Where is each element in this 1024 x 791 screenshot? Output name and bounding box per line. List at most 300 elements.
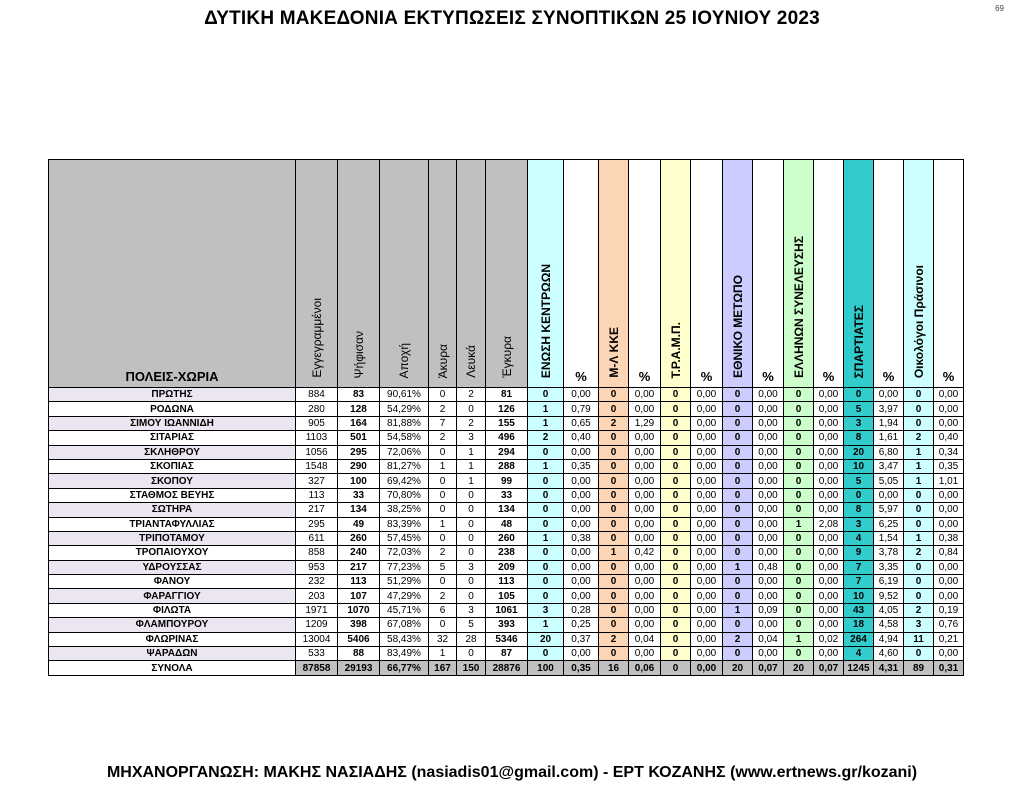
header-pct-1: % <box>564 160 599 388</box>
party-votes-cell: 2 <box>904 603 934 617</box>
party-votes-cell: 0 <box>784 618 814 632</box>
party-votes-cell: 0 <box>723 503 753 517</box>
party-pct-cell: 0,19 <box>934 603 964 617</box>
party-pct-cell: 0,04 <box>753 632 784 646</box>
party-pct-cell: 0,00 <box>629 503 661 517</box>
party-pct-cell: 1,29 <box>629 416 661 430</box>
party-pct-cell: 5,97 <box>874 503 904 517</box>
abstention-cell: 57,45% <box>380 531 429 545</box>
party-pct-cell: 0,00 <box>564 560 599 574</box>
party-pct-cell: 0,00 <box>753 402 784 416</box>
party-pct-cell: 0,00 <box>814 531 844 545</box>
party-votes-cell: 4 <box>844 647 874 661</box>
party-votes-cell: 3 <box>528 603 564 617</box>
party-pct-cell: 0,00 <box>629 459 661 473</box>
voted-cell: 134 <box>338 503 380 517</box>
party-votes-cell: 0 <box>661 560 691 574</box>
party-pct-cell: 0,00 <box>629 647 661 661</box>
table-row <box>49 474 964 488</box>
party-votes-cell: 1 <box>904 531 934 545</box>
abstention-cell: 51,29% <box>380 575 429 589</box>
party-votes-cell: 2 <box>904 431 934 445</box>
voted-cell: 88 <box>338 647 380 661</box>
registered-cell: 1103 <box>296 431 338 445</box>
party-pct-cell: 0,00 <box>691 531 723 545</box>
party-votes-cell: 0 <box>904 388 934 402</box>
header-party-2: Μ-Λ ΚΚΕ <box>599 160 629 388</box>
party-pct-cell: 0,00 <box>691 589 723 603</box>
party-votes-cell: 0 <box>784 603 814 617</box>
party-pct-cell: 0,00 <box>814 388 844 402</box>
registered-cell: 1548 <box>296 459 338 473</box>
party-votes-cell: 0 <box>784 560 814 574</box>
party-votes-cell: 0 <box>723 517 753 531</box>
party-pct-cell: 0,00 <box>753 388 784 402</box>
party-votes-cell: 0 <box>661 517 691 531</box>
table-row <box>49 388 964 402</box>
header-party-1: ΕΝΩΣΗ ΚΕΝΤΡΩΩΝ <box>528 160 564 388</box>
place-cell: ΣΚΟΠΟΥ <box>49 474 296 488</box>
party-pct-cell: 0,06 <box>629 661 661 675</box>
invalid-cell: 32 <box>429 632 457 646</box>
table-row <box>49 632 964 646</box>
party-votes-cell: 5 <box>844 402 874 416</box>
total-row <box>49 661 964 675</box>
registered-cell: 858 <box>296 546 338 560</box>
party-pct-cell: 0,00 <box>934 388 964 402</box>
party-votes-cell: 0 <box>599 445 629 459</box>
party-pct-cell: 0,00 <box>564 575 599 589</box>
abstention-cell: 77,23% <box>380 560 429 574</box>
footer-credits: ΜΗΧΑΝΟΡΓΑΝΩΣΗ: ΜΑΚΗΣ ΝΑΣΙΑΔΗΣ (nasiadis01@gmail.com) - ΕΡΤ ΚΟΖΑΝΗΣ (www.ertnews.gr/kozani) <box>106 764 918 781</box>
voted-cell: 1070 <box>338 603 380 617</box>
party-votes-cell: 0 <box>661 603 691 617</box>
voted-cell: 501 <box>338 431 380 445</box>
valid-cell: 48 <box>486 517 528 531</box>
abstention-cell: 54,58% <box>380 431 429 445</box>
party-pct-cell: 3,47 <box>874 459 904 473</box>
party-pct-cell: 0,00 <box>629 618 661 632</box>
party-pct-cell: 0,00 <box>629 488 661 502</box>
party-pct-cell: 0,00 <box>753 589 784 603</box>
abstention-cell: 81,27% <box>380 459 429 473</box>
party-pct-cell: 0,00 <box>691 603 723 617</box>
invalid-cell: 7 <box>429 416 457 430</box>
party-pct-cell: 0,00 <box>814 459 844 473</box>
table-row <box>49 459 964 473</box>
blank-cell: 0 <box>457 589 486 603</box>
party-votes-cell: 0 <box>904 560 934 574</box>
party-votes-cell: 0 <box>599 517 629 531</box>
invalid-cell: 0 <box>429 474 457 488</box>
party-pct-cell: 0,00 <box>874 488 904 502</box>
party-pct-cell: 6,80 <box>874 445 904 459</box>
party-votes-cell: 0 <box>904 416 934 430</box>
party-pct-cell: 0,00 <box>934 503 964 517</box>
party-votes-cell: 0 <box>599 474 629 488</box>
party-votes-cell: 1 <box>528 618 564 632</box>
party-pct-cell: 0,00 <box>814 618 844 632</box>
party-votes-cell: 9 <box>844 546 874 560</box>
party-pct-cell: 0,00 <box>753 575 784 589</box>
party-votes-cell: 0 <box>904 488 934 502</box>
abstention-cell: 69,42% <box>380 474 429 488</box>
party-pct-cell: 0,07 <box>753 661 784 675</box>
party-pct-cell: 0,00 <box>629 431 661 445</box>
party-votes-cell: 2 <box>723 632 753 646</box>
party-votes-cell: 0 <box>784 445 814 459</box>
registered-cell: 203 <box>296 589 338 603</box>
party-pct-cell: 1,54 <box>874 531 904 545</box>
party-pct-cell: 0,00 <box>629 402 661 416</box>
blank-cell: 0 <box>457 503 486 517</box>
table-row <box>49 503 964 517</box>
party-pct-cell: 0,40 <box>934 431 964 445</box>
party-votes-cell: 0 <box>904 575 934 589</box>
place-cell: ΣΩΤΗΡΑ <box>49 503 296 517</box>
party-votes-cell: 0 <box>528 575 564 589</box>
party-votes-cell: 0 <box>599 589 629 603</box>
voted-cell: 83 <box>338 388 380 402</box>
party-votes-cell: 0 <box>784 431 814 445</box>
party-pct-cell: 0,00 <box>934 647 964 661</box>
party-pct-cell: 0,00 <box>564 517 599 531</box>
party-votes-cell: 0 <box>599 575 629 589</box>
party-votes-cell: 3 <box>844 517 874 531</box>
party-pct-cell: 0,00 <box>814 416 844 430</box>
blank-cell: 0 <box>457 488 486 502</box>
party-pct-cell: 0,00 <box>691 388 723 402</box>
table-row <box>49 603 964 617</box>
party-votes-cell: 0 <box>784 531 814 545</box>
party-votes-cell: 0 <box>599 459 629 473</box>
valid-cell: 99 <box>486 474 528 488</box>
party-pct-cell: 0,00 <box>753 517 784 531</box>
party-votes-cell: 20 <box>723 661 753 675</box>
party-pct-cell: 9,52 <box>874 589 904 603</box>
party-pct-cell: 0,00 <box>753 474 784 488</box>
party-pct-cell: 0,00 <box>629 517 661 531</box>
invalid-cell: 0 <box>429 488 457 502</box>
party-votes-cell: 0 <box>784 546 814 560</box>
header-pct-2: % <box>629 160 661 388</box>
party-votes-cell: 0 <box>723 589 753 603</box>
header-pct-6: % <box>874 160 904 388</box>
voted-cell: 107 <box>338 589 380 603</box>
blank-cell: 0 <box>457 647 486 661</box>
party-pct-cell: 0,84 <box>934 546 964 560</box>
header-blank: Λευκά <box>457 160 486 388</box>
party-pct-cell: 0,76 <box>934 618 964 632</box>
party-votes-cell: 3 <box>904 618 934 632</box>
party-pct-cell: 0,00 <box>814 575 844 589</box>
party-votes-cell: 0 <box>528 503 564 517</box>
table-row <box>49 517 964 531</box>
party-votes-cell: 0 <box>661 632 691 646</box>
valid-cell: 393 <box>486 618 528 632</box>
party-pct-cell: 0,00 <box>629 560 661 574</box>
party-votes-cell: 7 <box>844 560 874 574</box>
registered-cell: 13004 <box>296 632 338 646</box>
party-votes-cell: 1 <box>904 445 934 459</box>
party-votes-cell: 2 <box>904 546 934 560</box>
party-votes-cell: 0 <box>723 459 753 473</box>
party-votes-cell: 0 <box>784 503 814 517</box>
party-pct-cell: 0,00 <box>564 647 599 661</box>
party-pct-cell: 4,60 <box>874 647 904 661</box>
registered-cell: 232 <box>296 575 338 589</box>
party-pct-cell: 0,00 <box>691 661 723 675</box>
party-votes-cell: 264 <box>844 632 874 646</box>
party-pct-cell: 0,79 <box>564 402 599 416</box>
invalid-cell: 0 <box>429 531 457 545</box>
results-table <box>48 159 964 676</box>
party-votes-cell: 0 <box>528 488 564 502</box>
registered-cell: 611 <box>296 531 338 545</box>
registered-cell: 217 <box>296 503 338 517</box>
party-pct-cell: 0,00 <box>564 503 599 517</box>
party-pct-cell: 0,25 <box>564 618 599 632</box>
party-pct-cell: 0,00 <box>691 647 723 661</box>
party-pct-cell: 0,00 <box>753 647 784 661</box>
party-pct-cell: 0,00 <box>753 431 784 445</box>
party-votes-cell: 0 <box>904 647 934 661</box>
party-votes-cell: 0 <box>661 546 691 560</box>
party-votes-cell: 1 <box>528 531 564 545</box>
party-pct-cell: 0,00 <box>934 575 964 589</box>
party-pct-cell: 0,00 <box>814 546 844 560</box>
header-valid: Έγκυρα <box>486 160 528 388</box>
party-votes-cell: 8 <box>844 503 874 517</box>
party-pct-cell: 0,00 <box>814 402 844 416</box>
party-votes-cell: 0 <box>599 388 629 402</box>
blank-cell: 2 <box>457 416 486 430</box>
place-cell: ΥΔΡΟΥΣΣΑΣ <box>49 560 296 574</box>
party-pct-cell: 0,00 <box>814 589 844 603</box>
party-pct-cell: 0,00 <box>564 445 599 459</box>
party-pct-cell: 0,28 <box>564 603 599 617</box>
party-votes-cell: 0 <box>661 531 691 545</box>
party-votes-cell: 0 <box>599 503 629 517</box>
party-votes-cell: 0 <box>599 647 629 661</box>
party-pct-cell: 0,00 <box>629 474 661 488</box>
party-votes-cell: 0 <box>661 416 691 430</box>
party-pct-cell: 0,31 <box>934 661 964 675</box>
party-pct-cell: 0,00 <box>629 575 661 589</box>
blank-cell: 3 <box>457 431 486 445</box>
blank-cell: 5 <box>457 618 486 632</box>
blank-cell: 1 <box>457 474 486 488</box>
party-votes-cell: 0 <box>661 402 691 416</box>
voted-cell: 33 <box>338 488 380 502</box>
party-pct-cell: 0,00 <box>629 531 661 545</box>
party-pct-cell: 0,00 <box>934 402 964 416</box>
abstention-cell: 70,80% <box>380 488 429 502</box>
abstention-cell: 47,29% <box>380 589 429 603</box>
party-votes-cell: 0 <box>784 575 814 589</box>
valid-cell: 1061 <box>486 603 528 617</box>
party-pct-cell: 0,00 <box>814 474 844 488</box>
party-pct-cell: 1,01 <box>934 474 964 488</box>
party-votes-cell: 0 <box>904 402 934 416</box>
valid-cell: 28876 <box>486 661 528 675</box>
header-party-7: Οικολόγοι Πράσινοι <box>904 160 934 388</box>
party-pct-cell: 3,35 <box>874 560 904 574</box>
party-votes-cell: 0 <box>528 560 564 574</box>
party-votes-cell: 0 <box>528 445 564 459</box>
party-pct-cell: 0,38 <box>564 531 599 545</box>
party-pct-cell: 0,00 <box>934 589 964 603</box>
party-votes-cell: 0 <box>844 388 874 402</box>
party-votes-cell: 1 <box>784 632 814 646</box>
place-cell: ΦΛΩΡΙΝΑΣ <box>49 632 296 646</box>
registered-cell: 533 <box>296 647 338 661</box>
table-row <box>49 575 964 589</box>
party-votes-cell: 0 <box>661 459 691 473</box>
party-votes-cell: 0 <box>528 388 564 402</box>
abstention-cell: 66,77% <box>380 661 429 675</box>
party-votes-cell: 1 <box>904 459 934 473</box>
party-votes-cell: 89 <box>904 661 934 675</box>
party-votes-cell: 4 <box>844 531 874 545</box>
blank-cell: 0 <box>457 546 486 560</box>
party-votes-cell: 0 <box>784 402 814 416</box>
abstention-cell: 90,61% <box>380 388 429 402</box>
invalid-cell: 1 <box>429 647 457 661</box>
voted-cell: 128 <box>338 402 380 416</box>
party-votes-cell: 20 <box>844 445 874 459</box>
party-pct-cell: 0,09 <box>753 603 784 617</box>
party-pct-cell: 0,00 <box>629 388 661 402</box>
page-title: ΔΥΤΙΚΗ ΜΑΚΕΔΟΝΙΑ ΕΚΤΥΠΩΣΕΙΣ ΣΥΝΟΠΤΙΚΩΝ 25 ΙΟΥΝΙΟΥ 2023 <box>204 8 820 29</box>
valid-cell: 126 <box>486 402 528 416</box>
invalid-cell: 5 <box>429 560 457 574</box>
party-votes-cell: 43 <box>844 603 874 617</box>
party-pct-cell: 0,00 <box>814 603 844 617</box>
registered-cell: 884 <box>296 388 338 402</box>
page-number: 69 <box>995 4 1004 13</box>
party-votes-cell: 0 <box>661 474 691 488</box>
voted-cell: 260 <box>338 531 380 545</box>
party-votes-cell: 0 <box>661 661 691 675</box>
place-cell: ΦΑΡΑΓΓΙΟΥ <box>49 589 296 603</box>
registered-cell: 87858 <box>296 661 338 675</box>
place-cell: ΠΡΩΤΗΣ <box>49 388 296 402</box>
place-cell: ΦΙΛΩΤΑ <box>49 603 296 617</box>
voted-cell: 295 <box>338 445 380 459</box>
abstention-cell: 81,88% <box>380 416 429 430</box>
blank-cell: 3 <box>457 560 486 574</box>
party-votes-cell: 0 <box>904 589 934 603</box>
valid-cell: 113 <box>486 575 528 589</box>
party-votes-cell: 0 <box>723 402 753 416</box>
party-votes-cell: 0 <box>723 531 753 545</box>
party-votes-cell: 0 <box>661 388 691 402</box>
party-pct-cell: 0,00 <box>629 589 661 603</box>
blank-cell: 0 <box>457 402 486 416</box>
party-votes-cell: 0 <box>599 560 629 574</box>
party-pct-cell: 0,00 <box>814 488 844 502</box>
blank-cell: 2 <box>457 388 486 402</box>
party-pct-cell: 3,97 <box>874 402 904 416</box>
party-pct-cell: 0,00 <box>691 517 723 531</box>
party-pct-cell: 5,05 <box>874 474 904 488</box>
party-pct-cell: 4,31 <box>874 661 904 675</box>
place-cell: ΤΡΟΠΑΙΟΥΧΟΥ <box>49 546 296 560</box>
invalid-cell: 6 <box>429 603 457 617</box>
blank-cell: 0 <box>457 531 486 545</box>
party-votes-cell: 0 <box>599 488 629 502</box>
party-pct-cell: 0,42 <box>629 546 661 560</box>
place-cell: ΦΑΝΟΥ <box>49 575 296 589</box>
abstention-cell: 83,49% <box>380 647 429 661</box>
party-pct-cell: 0,00 <box>814 503 844 517</box>
party-pct-cell: 0,00 <box>814 560 844 574</box>
table-row <box>49 402 964 416</box>
party-pct-cell: 0,00 <box>629 603 661 617</box>
registered-cell: 1209 <box>296 618 338 632</box>
valid-cell: 87 <box>486 647 528 661</box>
table-row <box>49 531 964 545</box>
header-party-4: ΕΘΝΙΚΟ ΜΕΤΩΠΟ <box>723 160 753 388</box>
place-cell: ΣΥΝΟΛΑ <box>49 661 296 675</box>
valid-cell: 288 <box>486 459 528 473</box>
party-pct-cell: 0,21 <box>934 632 964 646</box>
invalid-cell: 1 <box>429 459 457 473</box>
party-votes-cell: 1 <box>904 474 934 488</box>
party-pct-cell: 0,35 <box>564 661 599 675</box>
place-cell: ΣΙΜΟΥ ΙΩΑΝΝΙΔΗ <box>49 416 296 430</box>
party-pct-cell: 0,00 <box>691 474 723 488</box>
party-votes-cell: 0 <box>599 618 629 632</box>
party-votes-cell: 0 <box>723 474 753 488</box>
registered-cell: 1971 <box>296 603 338 617</box>
party-pct-cell: 0,00 <box>753 459 784 473</box>
party-votes-cell: 0 <box>904 503 934 517</box>
header-pct-7: % <box>934 160 964 388</box>
party-pct-cell: 0,00 <box>691 402 723 416</box>
party-pct-cell: 0,00 <box>753 618 784 632</box>
party-votes-cell: 0 <box>661 488 691 502</box>
header-registered: Εγγεγραμμένοι <box>296 160 338 388</box>
table-row <box>49 618 964 632</box>
party-votes-cell: 0 <box>661 575 691 589</box>
party-votes-cell: 0 <box>528 546 564 560</box>
party-pct-cell: 0,00 <box>874 388 904 402</box>
party-votes-cell: 0 <box>784 388 814 402</box>
party-votes-cell: 100 <box>528 661 564 675</box>
invalid-cell: 0 <box>429 575 457 589</box>
invalid-cell: 2 <box>429 402 457 416</box>
voted-cell: 113 <box>338 575 380 589</box>
place-cell: ΤΡΙΠΟΤΑΜΟΥ <box>49 531 296 545</box>
blank-cell: 150 <box>457 661 486 675</box>
party-votes-cell: 0 <box>599 603 629 617</box>
valid-cell: 81 <box>486 388 528 402</box>
party-pct-cell: 0,38 <box>934 531 964 545</box>
party-pct-cell: 1,61 <box>874 431 904 445</box>
header-pct-4: % <box>753 160 784 388</box>
party-votes-cell: 1 <box>599 546 629 560</box>
party-votes-cell: 2 <box>528 431 564 445</box>
voted-cell: 398 <box>338 618 380 632</box>
party-votes-cell: 0 <box>661 503 691 517</box>
party-votes-cell: 2 <box>599 632 629 646</box>
place-cell: ΡΟΔΩΝΑ <box>49 402 296 416</box>
blank-cell: 28 <box>457 632 486 646</box>
party-pct-cell: 0,35 <box>934 459 964 473</box>
table-row <box>49 416 964 430</box>
